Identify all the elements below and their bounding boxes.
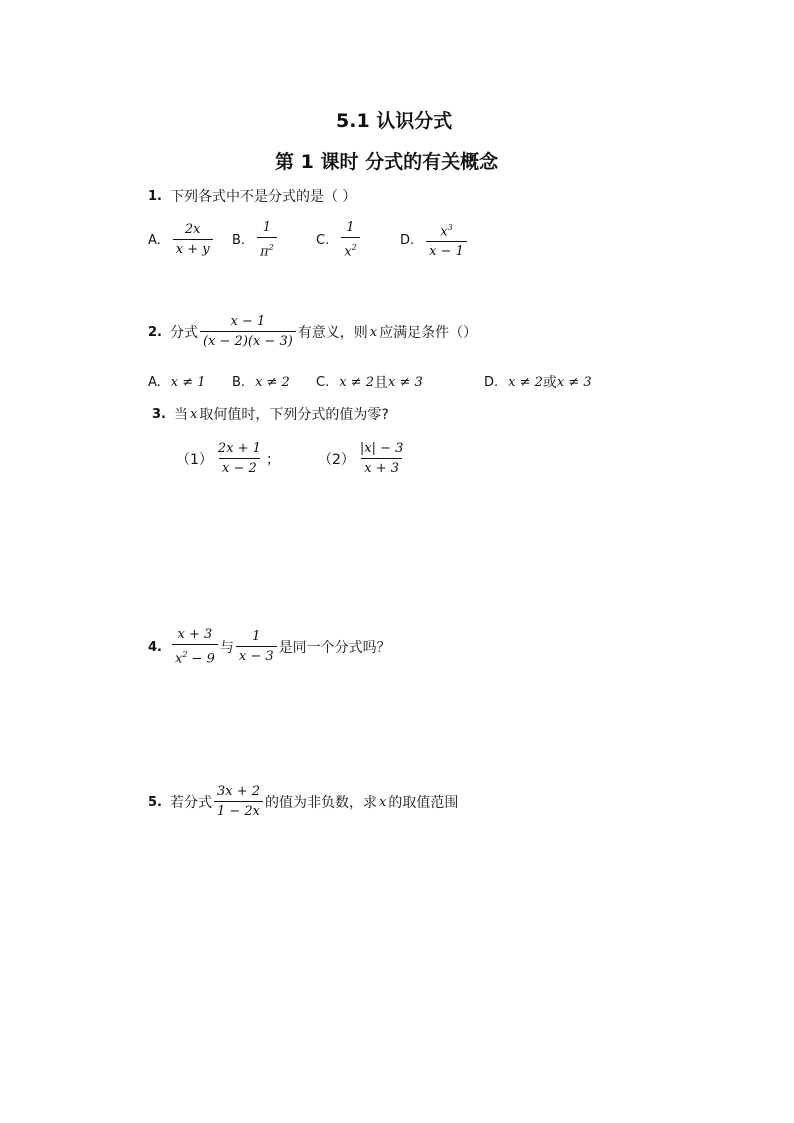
numerator: 2x (184, 222, 201, 238)
denominator: x − 2 (219, 458, 260, 477)
question-1-options (148, 220, 469, 260)
fraction (426, 220, 467, 260)
option-expression: x ≠ 2 (339, 374, 374, 390)
separator: ； (265, 452, 280, 468)
question-5-stem (148, 784, 458, 820)
question-text: 有意义，则 (297, 325, 368, 341)
option-label: A. (148, 374, 161, 390)
page-subtitle: 第 1 课时 分式的有关概念 (275, 151, 499, 173)
question-number: 5. (148, 794, 162, 810)
option-b (232, 220, 316, 260)
numerator: 2x + 1 (217, 441, 261, 456)
option-label: A. (148, 232, 161, 248)
denominator: (x − 2)(x − 3) (200, 331, 296, 350)
denominator: x − 1 (426, 241, 467, 260)
option-label: D. (400, 232, 415, 248)
question-text: 的取值范围 (388, 795, 459, 811)
question-2-options (148, 372, 592, 392)
fraction (257, 220, 277, 260)
option-d (484, 372, 592, 392)
numerator: $x^3$ (440, 223, 453, 240)
question-text: 应满足条件（） (379, 325, 478, 341)
option-expression: x ≠ 3 (387, 374, 423, 390)
question-1-stem (148, 186, 356, 206)
question-text: 当 (173, 407, 188, 423)
question-4-stem (148, 627, 391, 667)
option-label: D. (484, 374, 499, 390)
question-text: 取何值时，下列分式的值为零? (199, 407, 389, 423)
option-c (316, 220, 400, 260)
question-number: 1. (148, 188, 162, 204)
variable: x (379, 794, 387, 810)
denominator: x + y (173, 239, 213, 258)
question-text: 分式 (169, 325, 198, 341)
fraction (341, 220, 359, 260)
numerator: 3x + 2 (216, 784, 261, 799)
denominator: x − 3 (236, 646, 277, 665)
question-text: 是同一个分式吗？ (278, 640, 391, 657)
numerator: |x| − 3 (359, 441, 404, 456)
numerator: 1 (252, 629, 261, 645)
fraction (172, 627, 218, 667)
denominator: x + 3 (361, 458, 402, 477)
question-3-stem (152, 404, 389, 424)
question-2-stem (148, 314, 477, 350)
fraction (173, 222, 213, 258)
option-d (400, 220, 469, 260)
question-3-parts (176, 441, 408, 477)
question-number: 3. (152, 406, 166, 422)
part-label: （2） (318, 452, 355, 468)
option-expression: x ≠ 2 (508, 374, 543, 390)
option-expression: x ≠ 2 (255, 374, 290, 390)
part-1 (176, 441, 318, 477)
fraction (200, 314, 296, 350)
numerator: x − 1 (230, 314, 266, 329)
variable: x (189, 406, 198, 422)
question-number: 2. (148, 324, 162, 340)
page-title: 5.1 认识分式 (336, 110, 453, 132)
denominator: $\pi^2$ (257, 237, 277, 260)
part-label: （1） (176, 452, 213, 468)
question-text: 若分式 (169, 795, 212, 811)
option-label: B. (232, 374, 246, 390)
denominator: 1 − 2x (214, 801, 263, 820)
option-label: C. (316, 232, 330, 248)
option-a (148, 375, 232, 390)
denominator: $x^2$ (341, 237, 359, 260)
denominator: $x^2 - 9$ (172, 644, 218, 667)
fraction (357, 441, 407, 477)
question-text: 的值为非负数，求 (265, 795, 378, 811)
conjunction: 或 (542, 375, 557, 391)
numerator: 1 (346, 220, 355, 235)
question-text: 下列各式中不是分式的是（ ） (169, 189, 357, 205)
question-number: 4. (148, 639, 162, 655)
option-label: B. (232, 232, 246, 248)
option-c (316, 372, 484, 392)
numerator: x + 3 (177, 627, 213, 642)
option-b (232, 375, 316, 390)
question-text: 与 (219, 640, 234, 657)
option-label: C. (316, 374, 330, 390)
fraction (215, 441, 264, 477)
fraction (236, 629, 277, 665)
option-expression: x ≠ 3 (556, 374, 592, 390)
option-a (148, 222, 232, 258)
conjunction: 且 (373, 375, 388, 391)
part-2 (318, 441, 408, 477)
fraction (214, 784, 263, 820)
option-expression: x ≠ 1 (170, 374, 206, 390)
numerator: 1 (262, 220, 272, 235)
variable: x (369, 324, 378, 340)
